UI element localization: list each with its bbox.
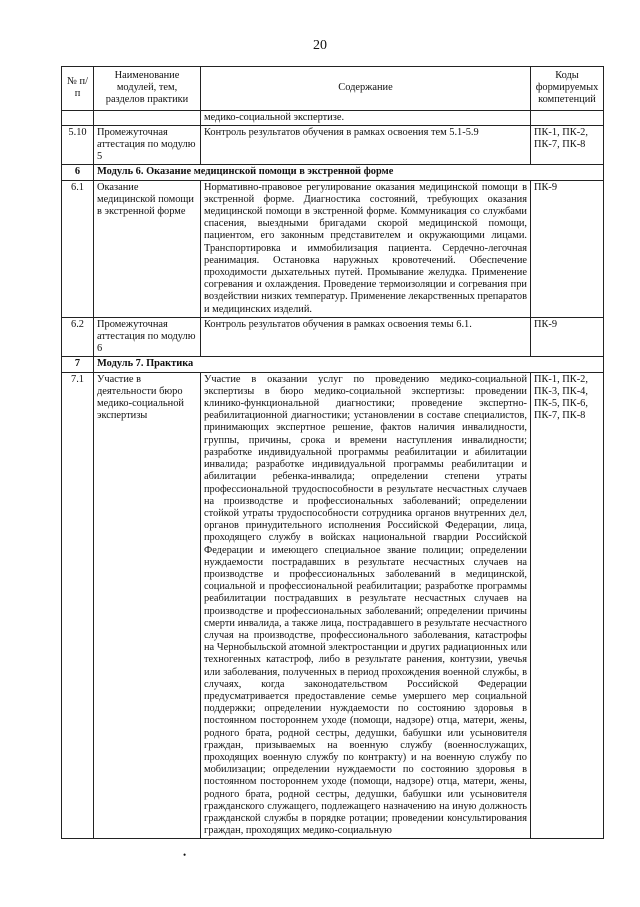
cell-content: Нормативно-правовое регулирование оказания медицинской помощи в экстренной форме. Диагностика состояний, требующих оказания медицинской помощи в экстренной форме. Коммуникация со службами спасения, выездными бригадами скорой медицинской помощи, пациентом, его законным представителем и окружающими лицами. Транспортировка и иммобилизация пациента. Сердечно-легочная реанимация. Остановка наружных кровотечений. Обеспечение проходимости дыхательных путей. Промывание желудка. Применение согревания и охлаждения. Проведение термоизоляции и согревания при воздействии низких температур. Применение лекарственных препаратов и медицинских изделий.: [201, 180, 531, 317]
cell-codes: ПК-9: [531, 180, 604, 317]
module-row: [62, 357, 604, 372]
cell-content: медико-социальной экспертизе.: [201, 110, 531, 125]
cell-codes: ПК-1, ПК-2, ПК-3, ПК-4, ПК-5, ПК-6, ПК-7, ПК-8: [531, 372, 604, 839]
curriculum-table: [61, 66, 604, 839]
cell-content: Контроль результатов обучения в рамках освоения темы 6.1.: [201, 317, 531, 357]
module-title: Модуль 7. Практика: [94, 357, 604, 372]
cell-codes: ПК-1, ПК-2, ПК-7, ПК-8: [531, 125, 604, 165]
module-row: [62, 165, 604, 180]
cell-codes: ПК-9: [531, 317, 604, 357]
header-codes: Коды формируемых компетенций: [531, 67, 604, 111]
cell-number: 7.1: [62, 372, 94, 839]
cell-number: 5.10: [62, 125, 94, 165]
page-number: 20: [313, 38, 327, 53]
header-content: Содержание: [201, 67, 531, 111]
cell-name: Оказание медицинской помощи в экстренной форме: [94, 180, 201, 317]
header-number: № п/п: [62, 67, 94, 111]
scan-mark: •: [183, 850, 187, 860]
cell-name: Промежуточная аттестация по модулю 5: [94, 125, 201, 165]
table-row: [62, 125, 604, 165]
cell-content: Контроль результатов обучения в рамках освоения тем 5.1-5.9: [201, 125, 531, 165]
table-header-row: [62, 67, 604, 111]
header-module-name: Наименование модулей, тем, разделов практики: [94, 67, 201, 111]
module-number: 7: [62, 357, 94, 372]
table-row: [62, 317, 604, 357]
module-title: Модуль 6. Оказание медицинской помощи в экстренной форме: [94, 165, 604, 180]
table-row: [62, 110, 604, 125]
table-row: [62, 372, 604, 839]
module-number: 6: [62, 165, 94, 180]
table-row: [62, 180, 604, 317]
cell-number: 6.1: [62, 180, 94, 317]
cell-name: Участие в деятельности бюро медико-социальной экспертизы: [94, 372, 201, 839]
cell-name: Промежуточная аттестация по модулю 6: [94, 317, 201, 357]
cell-number: 6.2: [62, 317, 94, 357]
cell-content: Участие в оказании услуг по проведению медико-социальной экспертизы в бюро медико-социальной экспертизы: проведении клинико-функциональной диагностики; проведение экспертно-реабилитационной диагностики; установлении в составе специалистов, принимающих экспертное решение, фактов наличия инвалидности, группы, причины, срока и времени наступления инвалидности; разработке индивидуальной программы реабилитации и абилитации инвалида; разработке индивидуальной программы реабилитации и абилитации ребенка-инвалида; определении степени утраты профессиональной трудоспособности в результате несчастных случаев на производстве и профессиональных заболеваний; определении стойкой утраты трудоспособности сотрудника органов внутренних дел, органов принудительного исполнения Российской Федерации, лица, проходящего службу в войсках национальной гвардии Российской Федерации и имеющего специальное звание полиции; определении нуждаемости пострадавших в результате несчастных случаев на производстве и профессиональных заболеваний в медицинской, социальной и профессиональной реабилитации; разработке программы реабилитации пострадавших в результате несчастных случаев на производстве и профессиональных заболеваний; определении причины смерти инвалида, а также лица, пострадавшего в результате несчастного случая на производстве, профессионального заболевания, катастрофы на Чернобыльской атомной электростанции и других радиационных или техногенных катастроф, либо в результате ранения, контузии, увечья или заболевания, полученных в период прохождения военной службы, в случаях, когда законодательством Российской Федерации предусматривается предоставление семье умершего мер социальной поддержки; определении нуждаемости по состоянию здоровья в постоянном постороннем уходе (помощи, надзоре) отца, матери, жены, родного брата, родной сестры, дедушки, бабушки или усыновителя граждан, призываемых на военную службу (военнослужащих, проходящих военную службу по контракту) и на военную службу по мобилизации; определении нуждаемости по состоянию здоровья в постоянном постороннем уходе (помощи, надзоре) отца, матери, жены, родного брата, родной сестры, дедушки, бабушки или усыновителя гражданского служащего, подлежащего назначению на иную должность гражданской службы в порядке ротации; проведении консультирования граждан, проходящих медико-социальную: [201, 372, 531, 839]
